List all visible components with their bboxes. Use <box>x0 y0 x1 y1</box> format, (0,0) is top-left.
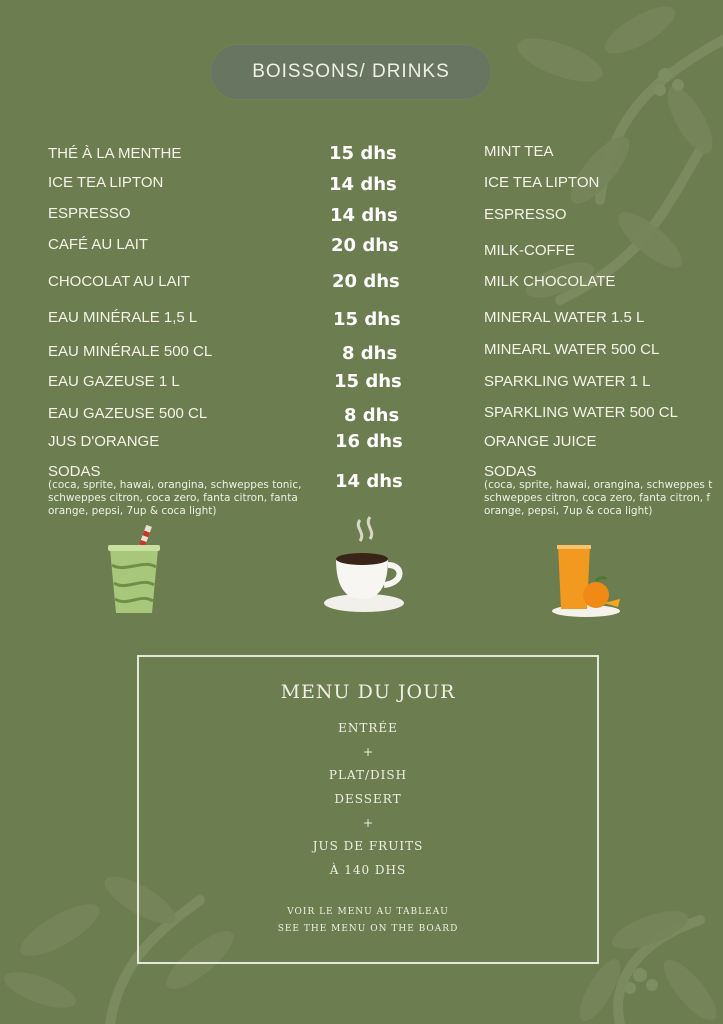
sodas-note-line: orange, pepsi, 7up & coca light) <box>48 505 217 517</box>
drink-name-en: MILK CHOCOLATE <box>484 273 616 290</box>
drink-name-en: MINEARL WATER 500 CL <box>484 341 660 358</box>
menu-line: PLAT/DISH <box>328 768 408 782</box>
drink-price: 14 dhs <box>330 205 398 226</box>
sodas-note-line: orange, pepsi, 7up & coca light) <box>484 505 653 517</box>
drink-name-en: MINERAL WATER 1.5 L <box>484 309 645 326</box>
sodas-note-line: schweppes citron, coca zero, fanta citron, fanta <box>48 492 298 504</box>
drink-name-fr: SODAS <box>48 463 101 480</box>
drink-price: 15 dhs <box>334 371 402 392</box>
drink-price: 14 dhs <box>329 174 397 195</box>
drink-name-fr: EAU MINÉRALE 1,5 L <box>48 309 198 326</box>
orange-juice-icon <box>552 543 626 617</box>
menu-line: DESSERT <box>334 792 402 806</box>
menu-footer-en: SEE THE MENU ON THE BOARD <box>277 924 459 934</box>
page-title: BOISSONS/ DRINKS <box>252 61 450 82</box>
drink-name-fr: CHOCOLAT AU LAIT <box>48 273 190 290</box>
drink-name-fr: ESPRESSO <box>48 205 131 222</box>
drink-price: 20 dhs <box>331 235 399 256</box>
drink-name-en: SODAS <box>484 463 537 480</box>
drink-price: 8 dhs <box>342 343 398 364</box>
drink-name-fr: EAU MINÉRALE 500 CL <box>48 343 213 360</box>
menu-du-jour-title: MENU DU JOUR <box>280 681 456 703</box>
smoothie-cup-icon <box>104 525 164 615</box>
drink-name-en: ESPRESSO <box>484 206 567 223</box>
menu-footer-fr: VOIR LE MENU AU TABLEAU <box>287 907 449 917</box>
drink-name-fr: THÉ À LA MENTHE <box>48 145 182 162</box>
drink-name-en: ORANGE JUICE <box>484 433 597 450</box>
drink-name-en: SPARKLING WATER 500 CL <box>484 404 678 421</box>
menu-line: + <box>362 816 374 830</box>
drink-name-fr: EAU GAZEUSE 500 CL <box>48 405 208 422</box>
drink-name-fr: EAU GAZEUSE 1 L <box>48 373 180 390</box>
sodas-note-fr <box>48 479 301 518</box>
drink-price: 14 dhs <box>335 471 403 492</box>
menu-du-jour-box <box>137 655 599 964</box>
drink-price: 8 dhs <box>344 405 400 426</box>
sodas-note-line: schweppes citron, coca zero, fanta citron, f <box>484 492 711 504</box>
drink-name-fr: JUS D'ORANGE <box>48 433 160 450</box>
drink-price: 15 dhs <box>333 309 401 330</box>
menu-line: + <box>362 745 374 759</box>
drink-price: 20 dhs <box>332 271 400 292</box>
drink-name-fr: CAFÉ AU LAIT <box>48 236 149 253</box>
menu-line: À 140 DHS <box>329 863 407 877</box>
sodas-note-en <box>484 479 712 518</box>
drink-name-en: MILK-COFFE <box>484 242 575 259</box>
sodas-note-line: (coca, sprite, hawai, orangina, schweppes tonic, <box>48 479 302 491</box>
drink-price: 15 dhs <box>329 143 397 164</box>
header-pill <box>211 45 491 99</box>
menu-line: JUS DE FRUITS <box>312 839 424 853</box>
menu-line: ENTRÉE <box>338 721 398 735</box>
coffee-cup-icon <box>322 515 406 615</box>
sodas-note-line: (coca, sprite, hawai, orangina, schweppes t <box>484 479 713 491</box>
drink-price: 16 dhs <box>335 431 403 452</box>
drink-name-en: MINT TEA <box>484 143 554 160</box>
drink-name-en: ICE TEA LIPTON <box>484 174 600 191</box>
drink-name-fr: ICE TEA LIPTON <box>48 174 164 191</box>
drink-name-en: SPARKLING WATER 1 L <box>484 373 651 390</box>
